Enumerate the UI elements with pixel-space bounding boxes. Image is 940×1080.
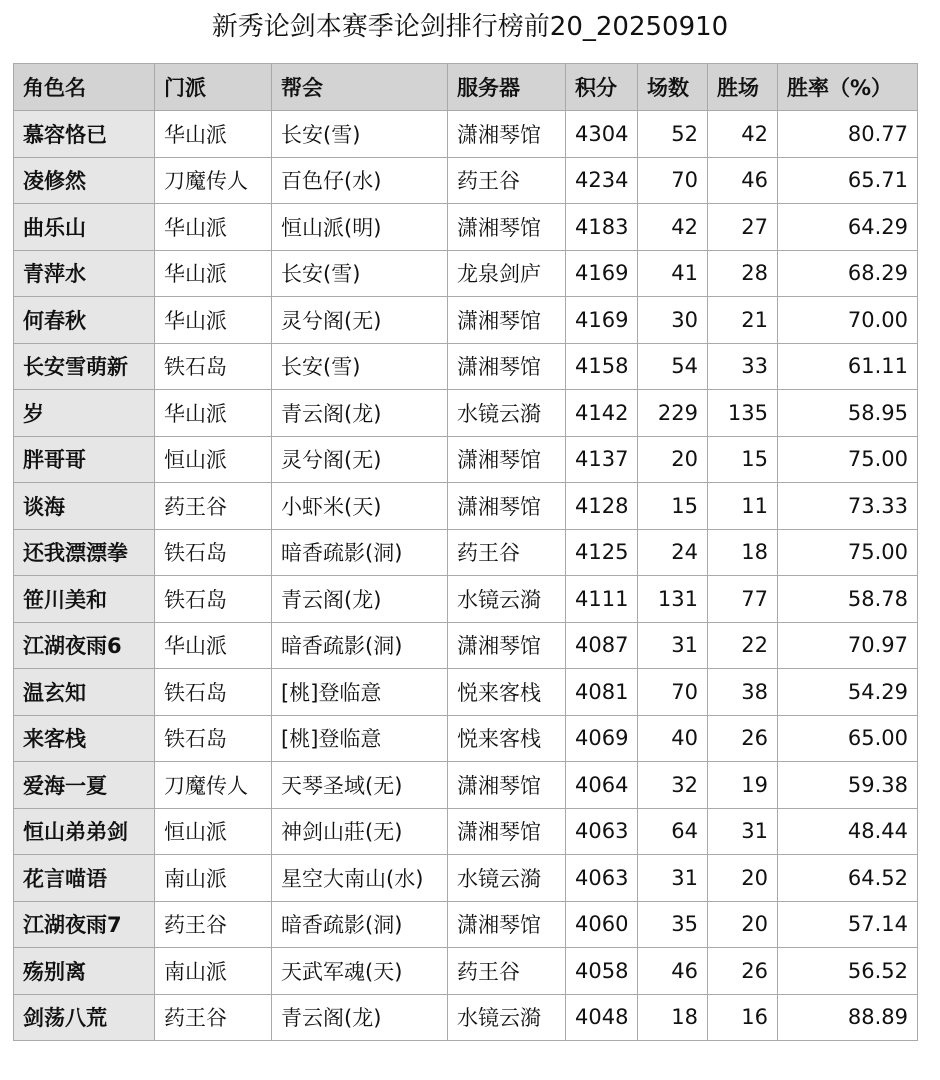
sect-cell: 恒山派 [155, 808, 272, 855]
header-sect: 门派 [155, 64, 272, 111]
server-cell: 悦来客栈 [448, 715, 566, 762]
table-row [14, 622, 918, 669]
table-row [14, 762, 918, 809]
header-row [14, 64, 918, 111]
table-row [14, 436, 918, 483]
guild-cell: 星空大南山(水) [272, 855, 448, 902]
guild-cell: 青云阁(龙) [272, 390, 448, 437]
matches-cell: 131 [638, 576, 708, 623]
win-rate-cell: 57.14 [778, 901, 918, 948]
role-name-cell: 谈海 [14, 483, 155, 530]
role-name-cell: 来客栈 [14, 715, 155, 762]
header-win-rate: 胜率（%） [778, 64, 918, 111]
table-row [14, 204, 918, 251]
win-rate-cell: 80.77 [778, 111, 918, 158]
matches-cell: 40 [638, 715, 708, 762]
table-row [14, 529, 918, 576]
table-row [14, 715, 918, 762]
guild-cell: 暗香疏影(洞) [272, 901, 448, 948]
ranking-table [13, 63, 918, 1041]
wins-cell: 135 [708, 390, 778, 437]
score-cell: 4234 [566, 157, 638, 204]
wins-cell: 16 [708, 994, 778, 1041]
score-cell: 4063 [566, 808, 638, 855]
win-rate-cell: 70.97 [778, 622, 918, 669]
table-row [14, 855, 918, 902]
wins-cell: 26 [708, 948, 778, 995]
server-cell: 药王谷 [448, 529, 566, 576]
sect-cell: 刀魔传人 [155, 762, 272, 809]
sect-cell: 华山派 [155, 250, 272, 297]
score-cell: 4304 [566, 111, 638, 158]
guild-cell: 神剑山莊(无) [272, 808, 448, 855]
matches-cell: 32 [638, 762, 708, 809]
server-cell: 水镜云漪 [448, 576, 566, 623]
sect-cell: 药王谷 [155, 483, 272, 530]
guild-cell: 暗香疏影(洞) [272, 622, 448, 669]
win-rate-cell: 48.44 [778, 808, 918, 855]
sect-cell: 华山派 [155, 390, 272, 437]
role-name-cell: 岁 [14, 390, 155, 437]
score-cell: 4064 [566, 762, 638, 809]
server-cell: 潇湘琴馆 [448, 204, 566, 251]
role-name-cell: 花言喵语 [14, 855, 155, 902]
sect-cell: 华山派 [155, 111, 272, 158]
server-cell: 潇湘琴馆 [448, 762, 566, 809]
sect-cell: 药王谷 [155, 994, 272, 1041]
table-row [14, 994, 918, 1041]
wins-cell: 20 [708, 855, 778, 902]
wins-cell: 77 [708, 576, 778, 623]
table-row [14, 483, 918, 530]
table-row [14, 297, 918, 344]
win-rate-cell: 58.95 [778, 390, 918, 437]
server-cell: 潇湘琴馆 [448, 622, 566, 669]
sect-cell: 刀魔传人 [155, 157, 272, 204]
wins-cell: 26 [708, 715, 778, 762]
guild-cell: 长安(雪) [272, 250, 448, 297]
server-cell: 药王谷 [448, 157, 566, 204]
role-name-cell: 笹川美和 [14, 576, 155, 623]
win-rate-cell: 54.29 [778, 669, 918, 716]
role-name-cell: 凌修然 [14, 157, 155, 204]
guild-cell: 长安(雪) [272, 343, 448, 390]
header-guild: 帮会 [272, 64, 448, 111]
server-cell: 水镜云漪 [448, 390, 566, 437]
role-name-cell: 爱海一夏 [14, 762, 155, 809]
wins-cell: 38 [708, 669, 778, 716]
matches-cell: 70 [638, 157, 708, 204]
win-rate-cell: 68.29 [778, 250, 918, 297]
matches-cell: 18 [638, 994, 708, 1041]
table-row [14, 111, 918, 158]
role-name-cell: 恒山弟弟剑 [14, 808, 155, 855]
win-rate-cell: 58.78 [778, 576, 918, 623]
matches-cell: 31 [638, 855, 708, 902]
server-cell: 潇湘琴馆 [448, 483, 566, 530]
score-cell: 4142 [566, 390, 638, 437]
wins-cell: 28 [708, 250, 778, 297]
win-rate-cell: 75.00 [778, 529, 918, 576]
table-row [14, 576, 918, 623]
guild-cell: 天武军魂(天) [272, 948, 448, 995]
matches-cell: 46 [638, 948, 708, 995]
score-cell: 4058 [566, 948, 638, 995]
role-name-cell: 长安雪萌新 [14, 343, 155, 390]
wins-cell: 21 [708, 297, 778, 344]
table-row [14, 669, 918, 716]
server-cell: 悦来客栈 [448, 669, 566, 716]
win-rate-cell: 65.71 [778, 157, 918, 204]
guild-cell: 恒山派(明) [272, 204, 448, 251]
score-cell: 4125 [566, 529, 638, 576]
server-cell: 潇湘琴馆 [448, 111, 566, 158]
header-score: 积分 [566, 64, 638, 111]
win-rate-cell: 59.38 [778, 762, 918, 809]
role-name-cell: 江湖夜雨7 [14, 901, 155, 948]
guild-cell: 青云阁(龙) [272, 994, 448, 1041]
role-name-cell: 慕容恪已 [14, 111, 155, 158]
win-rate-cell: 75.00 [778, 436, 918, 483]
server-cell: 水镜云漪 [448, 855, 566, 902]
score-cell: 4111 [566, 576, 638, 623]
server-cell: 药王谷 [448, 948, 566, 995]
table-row [14, 901, 918, 948]
guild-cell: 灵兮阁(无) [272, 297, 448, 344]
score-cell: 4169 [566, 297, 638, 344]
header-matches: 场数 [638, 64, 708, 111]
score-cell: 4048 [566, 994, 638, 1041]
table-row [14, 343, 918, 390]
server-cell: 潇湘琴馆 [448, 808, 566, 855]
role-name-cell: 殇别离 [14, 948, 155, 995]
win-rate-cell: 73.33 [778, 483, 918, 530]
wins-cell: 11 [708, 483, 778, 530]
sect-cell: 药王谷 [155, 901, 272, 948]
matches-cell: 42 [638, 204, 708, 251]
sect-cell: 华山派 [155, 204, 272, 251]
matches-cell: 229 [638, 390, 708, 437]
header-role-name: 角色名 [14, 64, 155, 111]
matches-cell: 54 [638, 343, 708, 390]
sect-cell: 铁石岛 [155, 669, 272, 716]
role-name-cell: 青萍水 [14, 250, 155, 297]
table-row [14, 390, 918, 437]
matches-cell: 41 [638, 250, 708, 297]
wins-cell: 19 [708, 762, 778, 809]
server-cell: 潇湘琴馆 [448, 901, 566, 948]
wins-cell: 27 [708, 204, 778, 251]
header-server: 服务器 [448, 64, 566, 111]
score-cell: 4081 [566, 669, 638, 716]
page-title: 新秀论剑本赛季论剑排行榜前20_20250910 [211, 12, 729, 42]
win-rate-cell: 56.52 [778, 948, 918, 995]
role-name-cell: 温玄知 [14, 669, 155, 716]
guild-cell: 天琴圣域(无) [272, 762, 448, 809]
sect-cell: 铁石岛 [155, 715, 272, 762]
role-name-cell: 何春秋 [14, 297, 155, 344]
table-body [14, 111, 918, 1041]
win-rate-cell: 65.00 [778, 715, 918, 762]
sect-cell: 铁石岛 [155, 576, 272, 623]
guild-cell: 灵兮阁(无) [272, 436, 448, 483]
role-name-cell: 剑荡八荒 [14, 994, 155, 1041]
win-rate-cell: 64.52 [778, 855, 918, 902]
win-rate-cell: 70.00 [778, 297, 918, 344]
table-row [14, 157, 918, 204]
table-row [14, 250, 918, 297]
score-cell: 4087 [566, 622, 638, 669]
wins-cell: 46 [708, 157, 778, 204]
guild-cell: [桃]登临意 [272, 669, 448, 716]
server-cell: 龙泉剑庐 [448, 250, 566, 297]
wins-cell: 15 [708, 436, 778, 483]
role-name-cell: 江湖夜雨6 [14, 622, 155, 669]
score-cell: 4069 [566, 715, 638, 762]
score-cell: 4169 [566, 250, 638, 297]
guild-cell: 小虾米(天) [272, 483, 448, 530]
header-wins: 胜场 [708, 64, 778, 111]
matches-cell: 24 [638, 529, 708, 576]
score-cell: 4063 [566, 855, 638, 902]
score-cell: 4137 [566, 436, 638, 483]
sect-cell: 华山派 [155, 622, 272, 669]
matches-cell: 35 [638, 901, 708, 948]
wins-cell: 22 [708, 622, 778, 669]
sect-cell: 恒山派 [155, 436, 272, 483]
matches-cell: 70 [638, 669, 708, 716]
role-name-cell: 还我漂漂拳 [14, 529, 155, 576]
matches-cell: 64 [638, 808, 708, 855]
sect-cell: 南山派 [155, 948, 272, 995]
role-name-cell: 胖哥哥 [14, 436, 155, 483]
server-cell: 潇湘琴馆 [448, 436, 566, 483]
sect-cell: 南山派 [155, 855, 272, 902]
server-cell: 潇湘琴馆 [448, 343, 566, 390]
wins-cell: 20 [708, 901, 778, 948]
matches-cell: 31 [638, 622, 708, 669]
win-rate-cell: 64.29 [778, 204, 918, 251]
score-cell: 4060 [566, 901, 638, 948]
server-cell: 潇湘琴馆 [448, 297, 566, 344]
sect-cell: 铁石岛 [155, 343, 272, 390]
score-cell: 4128 [566, 483, 638, 530]
table-row [14, 948, 918, 995]
guild-cell: 长安(雪) [272, 111, 448, 158]
server-cell: 水镜云漪 [448, 994, 566, 1041]
table-row [14, 808, 918, 855]
win-rate-cell: 88.89 [778, 994, 918, 1041]
matches-cell: 20 [638, 436, 708, 483]
wins-cell: 42 [708, 111, 778, 158]
guild-cell: 百色仔(水) [272, 157, 448, 204]
guild-cell: 青云阁(龙) [272, 576, 448, 623]
guild-cell: 暗香疏影(洞) [272, 529, 448, 576]
score-cell: 4158 [566, 343, 638, 390]
win-rate-cell: 61.11 [778, 343, 918, 390]
wins-cell: 33 [708, 343, 778, 390]
sect-cell: 华山派 [155, 297, 272, 344]
matches-cell: 15 [638, 483, 708, 530]
role-name-cell: 曲乐山 [14, 204, 155, 251]
sect-cell: 铁石岛 [155, 529, 272, 576]
guild-cell: [桃]登临意 [272, 715, 448, 762]
matches-cell: 52 [638, 111, 708, 158]
matches-cell: 30 [638, 297, 708, 344]
wins-cell: 18 [708, 529, 778, 576]
wins-cell: 31 [708, 808, 778, 855]
score-cell: 4183 [566, 204, 638, 251]
